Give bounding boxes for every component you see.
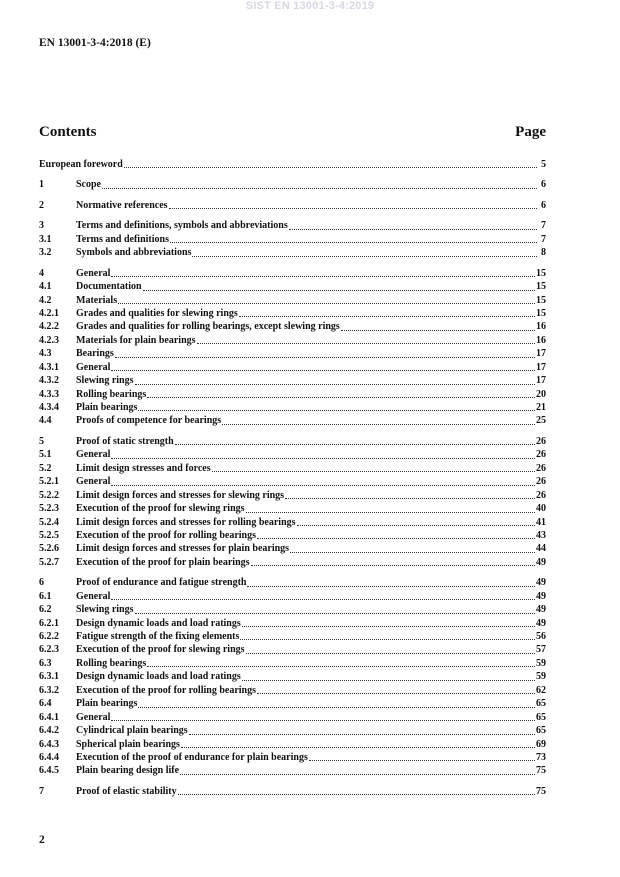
toc-entry-title: Execution of the proof for rolling bearings <box>76 684 256 696</box>
toc-entry-number: 6.4 <box>39 698 52 710</box>
toc-entry-page: 15 <box>536 307 546 319</box>
toc-dot-leader <box>147 397 535 398</box>
toc-entry-number: 4.2.3 <box>39 334 59 346</box>
toc-entry-title: Execution of the proof for plain bearings <box>76 556 250 568</box>
toc-entry-number: 5.2.2 <box>39 489 59 501</box>
toc-entry-title: General <box>76 590 111 602</box>
toc-entry-title: Execution of the proof of endurance for plain bearings <box>76 751 308 763</box>
toc-entry[interactable] <box>39 361 546 374</box>
toc-entry-number: 4.3.4 <box>39 402 59 413</box>
toc-entry-title: Execution of the proof for rolling bearings <box>76 529 256 541</box>
toc-entry-title: Fatigue strength of the fixing elements <box>76 631 240 642</box>
toc-entry-page: 75 <box>536 765 546 777</box>
toc-entry-number: 7 <box>39 785 44 797</box>
toc-entry-number: 4.3.1 <box>39 361 59 373</box>
toc-dot-leader <box>247 586 535 587</box>
toc-entry[interactable] <box>39 630 546 643</box>
toc-entry-number: 3 <box>39 220 44 232</box>
toc-entry-number: 5.2.4 <box>39 516 59 528</box>
toc-entry-page: 16 <box>536 334 546 346</box>
toc-entry-number: 5.1 <box>39 449 52 461</box>
toc-dot-leader <box>111 370 535 371</box>
toc-entry-title: Limit design forces and stresses for slewing rings <box>76 489 285 501</box>
toc-entry[interactable] <box>39 374 546 387</box>
toc-entry-page: 65 <box>536 698 546 710</box>
toc-entry-title: Materials <box>76 294 118 306</box>
toc-entry-title: General <box>76 449 111 461</box>
toc-entry-number: 4.2.1 <box>39 307 59 319</box>
toc-dot-leader <box>242 680 535 681</box>
toc-entry-page: 7 <box>541 220 546 232</box>
toc-entry[interactable] <box>39 267 546 280</box>
toc-entry-title: European foreword <box>39 159 123 170</box>
toc-entry-number: 5.2.3 <box>39 503 59 515</box>
toc-entry[interactable] <box>39 435 546 448</box>
toc-entry-title: Plain bearings <box>76 402 138 413</box>
toc-entry-title: Limit design stresses and forces <box>76 462 211 474</box>
toc-entry-page: 43 <box>536 529 546 541</box>
toc-entry[interactable] <box>39 697 546 710</box>
toc-entry-page: 59 <box>536 657 546 669</box>
toc-dot-leader <box>246 653 535 654</box>
toc-entry[interactable] <box>39 199 546 212</box>
toc-entry-number: 5.2.6 <box>39 543 59 555</box>
toc-entry-number: 4.2.2 <box>39 321 59 333</box>
toc-entry[interactable] <box>39 724 546 737</box>
toc-dot-leader <box>175 444 535 445</box>
toc-dot-leader <box>240 639 535 640</box>
toc-entry[interactable] <box>39 489 546 502</box>
toc-entry-title: Execution of the proof for slewing rings <box>76 503 245 515</box>
toc-entry-number: 6.4.1 <box>39 711 59 723</box>
toc-entry[interactable] <box>39 320 546 333</box>
toc-entry-page: 26 <box>536 489 546 501</box>
toc-entry[interactable] <box>39 684 546 697</box>
toc-entry-number: 4.2 <box>39 294 52 306</box>
toc-entry-title: Plain bearings <box>76 698 138 710</box>
toc-dot-leader <box>111 599 535 600</box>
toc-entry-number: 6.3.2 <box>39 684 59 696</box>
toc-entry-page: 57 <box>536 644 546 656</box>
toc-entry-number: 4.1 <box>39 281 52 293</box>
toc-entry-page: 73 <box>536 751 546 763</box>
toc-entry-number: 5.2 <box>39 462 52 474</box>
toc-dot-leader <box>290 552 535 553</box>
toc-entry-number: 4.3.2 <box>39 375 59 387</box>
toc-entry[interactable] <box>39 158 546 171</box>
toc-entry-title: General <box>76 711 111 723</box>
toc-dot-leader <box>239 316 535 317</box>
toc-entry[interactable] <box>39 576 546 589</box>
toc-entry[interactable] <box>39 516 546 529</box>
toc-dot-leader <box>246 512 535 513</box>
toc-entry-title: Limit design forces and stresses for rolling bearings <box>76 516 296 528</box>
toc-entry-title: Terms and definitions <box>76 233 169 245</box>
toc-entry-number: 6 <box>39 577 44 589</box>
toc-entry-number: 5 <box>39 435 44 447</box>
toc-entry[interactable] <box>39 448 546 461</box>
toc-dot-leader <box>242 626 535 627</box>
toc-entry-title: Rolling bearings <box>76 388 147 400</box>
toc-entry[interactable] <box>39 590 546 603</box>
toc-entry-page: 26 <box>536 435 546 447</box>
toc-entry-page: 26 <box>536 476 546 488</box>
toc-entry[interactable] <box>39 294 546 307</box>
toc-dot-leader <box>197 343 535 344</box>
toc-entry-title: Grades and qualities for rolling bearings, except slewing rings <box>76 321 340 333</box>
toc-entry-title: Bearings <box>76 348 114 360</box>
toc-entry[interactable] <box>39 414 546 427</box>
toc-dot-leader <box>135 613 535 614</box>
toc-entry-title: Materials for plain bearings <box>76 334 196 346</box>
toc-dot-leader <box>135 384 535 385</box>
toc-dot-leader <box>178 794 535 795</box>
toc-entry[interactable] <box>39 657 546 670</box>
toc-entry-page: 17 <box>536 375 546 387</box>
toc-dot-leader <box>180 774 535 775</box>
toc-dot-leader <box>138 707 535 708</box>
toc-entry-title: Proof of static strength <box>76 435 174 447</box>
toc-entry-title: Grades and qualities for slewing rings <box>76 307 238 319</box>
toc-entry-title: Terms and definitions, symbols and abbreviations <box>76 220 288 232</box>
toc-entry-title: Symbols and abbreviations <box>76 247 192 259</box>
toc-entry[interactable] <box>39 617 546 630</box>
toc-entry-title: Normative references <box>76 199 168 211</box>
toc-dot-leader <box>170 242 537 243</box>
toc-entry-page: 49 <box>536 577 546 589</box>
toc-dot-leader <box>115 357 535 358</box>
toc-entry[interactable] <box>39 603 546 616</box>
toc-entry-page: 49 <box>536 617 546 629</box>
toc-dot-leader <box>212 471 535 472</box>
toc-entry-page: 62 <box>536 684 546 696</box>
toc-entry[interactable] <box>39 502 546 515</box>
contents-title: Contents <box>39 124 97 140</box>
page-number: 2 <box>39 834 45 846</box>
toc-entry[interactable] <box>39 670 546 683</box>
toc-dot-leader <box>309 760 535 761</box>
toc-entry-page: 16 <box>536 321 546 333</box>
document-id: EN 13001-3-4:2018 (E) <box>39 37 151 49</box>
toc-entry[interactable] <box>39 178 546 191</box>
toc-entry-page: 6 <box>541 179 546 191</box>
toc-dot-leader <box>297 525 535 526</box>
toc-entry[interactable] <box>39 643 546 656</box>
toc-entry-title: Slewing rings <box>76 604 134 616</box>
toc-dot-leader <box>289 229 537 230</box>
toc-dot-leader <box>341 330 535 331</box>
toc-entry[interactable] <box>39 280 546 293</box>
toc-entry-page: 65 <box>536 725 546 737</box>
toc-entry-page: 20 <box>536 388 546 400</box>
toc-entry-number: 6.4.5 <box>39 765 59 777</box>
toc-entry-number: 4.3.3 <box>39 388 59 400</box>
toc-dot-leader <box>124 167 537 168</box>
toc-entry-page: 17 <box>536 361 546 373</box>
toc-entry[interactable] <box>39 556 546 569</box>
toc-entry-page: 56 <box>536 631 546 642</box>
toc-entry-title: General <box>76 267 111 279</box>
toc-dot-leader <box>189 734 535 735</box>
toc-entry-number: 6.2.1 <box>39 617 59 629</box>
toc-entry-title: General <box>76 476 111 488</box>
toc-entry-number: 5.2.5 <box>39 529 59 541</box>
toc-entry-page: 65 <box>536 711 546 723</box>
toc-entry-number: 6.2.3 <box>39 644 59 656</box>
toc-entry-page: 17 <box>536 348 546 360</box>
toc-entry-number: 6.4.4 <box>39 751 59 763</box>
toc-entry-title: Slewing rings <box>76 375 134 387</box>
contents-heading <box>39 124 546 141</box>
toc-entry-title: Documentation <box>76 281 142 293</box>
toc-entry-number: 6.4.3 <box>39 738 59 750</box>
toc-entry-number: 6.3 <box>39 657 52 669</box>
toc-entry-page: 8 <box>541 247 546 259</box>
toc-entry-number: 1 <box>39 179 44 191</box>
toc-entry[interactable] <box>39 219 546 232</box>
toc-entry-title: Limit design forces and stresses for plain bearings <box>76 543 290 555</box>
toc-dot-leader <box>111 458 535 459</box>
toc-entry-page: 26 <box>536 462 546 474</box>
toc-entry-number: 2 <box>39 199 44 211</box>
toc-entry-number: 3.1 <box>39 233 52 245</box>
toc-entry[interactable] <box>39 334 546 347</box>
toc-entry-title: Design dynamic loads and load ratings <box>76 617 241 629</box>
toc-entry-page: 49 <box>536 556 546 568</box>
toc-entry-page: 7 <box>541 233 546 245</box>
toc-entry-title: Plain bearing design life <box>76 765 180 777</box>
page-column-label: Page <box>515 124 546 140</box>
toc-dot-leader <box>111 485 535 486</box>
toc-entry-page: 26 <box>536 449 546 461</box>
toc-dot-leader <box>111 720 535 721</box>
toc-entry[interactable] <box>39 529 546 542</box>
toc-entry-title: Design dynamic loads and load ratings <box>76 671 241 683</box>
toc-dot-leader <box>147 666 535 667</box>
toc-dot-leader <box>169 208 537 209</box>
toc-entry-page: 44 <box>536 543 546 555</box>
toc-entry-page: 15 <box>536 267 546 279</box>
toc-dot-leader <box>257 538 535 539</box>
toc-entry-number: 6.1 <box>39 590 52 602</box>
toc-entry-page: 41 <box>536 516 546 528</box>
toc-dot-leader <box>118 303 535 304</box>
toc-entry-number: 4.3 <box>39 348 52 360</box>
toc-entry-title: Rolling bearings <box>76 657 147 669</box>
toc-entry-page: 5 <box>541 159 546 170</box>
toc-entry[interactable] <box>39 542 546 555</box>
toc-entry-number: 6.2.2 <box>39 631 59 642</box>
toc-entry-page: 49 <box>536 604 546 616</box>
toc-dot-leader <box>111 276 535 277</box>
toc-entry[interactable] <box>39 233 546 246</box>
toc-entry-number: 6.2 <box>39 604 52 616</box>
toc-dot-leader <box>181 747 535 748</box>
toc-entry-number: 5.2.7 <box>39 556 59 568</box>
toc-entry[interactable] <box>39 711 546 724</box>
toc-dot-leader <box>257 693 535 694</box>
toc-entry-page: 75 <box>536 785 546 797</box>
toc-entry-title: Proofs of competence for bearings <box>76 415 222 427</box>
toc-entry[interactable] <box>39 475 546 488</box>
toc-entry[interactable] <box>39 347 546 360</box>
table-of-contents <box>39 158 546 798</box>
toc-entry-title: Proof of elastic stability <box>76 785 177 797</box>
toc-entry-number: 6.3.1 <box>39 671 59 683</box>
toc-dot-leader <box>102 188 537 189</box>
toc-entry-title: General <box>76 361 111 373</box>
toc-entry-page: 59 <box>536 671 546 683</box>
toc-entry-title: Cylindrical plain bearings <box>76 725 188 737</box>
toc-entry-number: 4 <box>39 267 44 279</box>
toc-entry[interactable] <box>39 307 546 320</box>
toc-entry-title: Scope <box>76 179 101 191</box>
toc-entry-page: 69 <box>536 738 546 750</box>
toc-entry[interactable] <box>39 401 546 414</box>
toc-dot-leader <box>138 410 535 411</box>
toc-dot-leader <box>285 498 535 499</box>
toc-entry[interactable] <box>39 751 546 764</box>
toc-entry-page: 49 <box>536 590 546 602</box>
toc-entry[interactable] <box>39 764 546 777</box>
toc-entry[interactable] <box>39 246 546 259</box>
watermark: SIST EN 13001-3-4:2019 <box>245 0 375 12</box>
toc-entry-page: 6 <box>541 199 546 211</box>
toc-entry-number: 6.4.2 <box>39 725 59 737</box>
toc-dot-leader <box>251 565 535 566</box>
toc-entry[interactable] <box>39 388 546 401</box>
toc-entry-page: 40 <box>536 503 546 515</box>
toc-entry-title: Proof of endurance and fatigue strength <box>76 577 247 589</box>
toc-entry-number: 3.2 <box>39 247 52 259</box>
toc-entry-page: 25 <box>536 415 546 427</box>
toc-entry-title: Execution of the proof for slewing rings <box>76 644 245 656</box>
toc-entry-page: 15 <box>536 294 546 306</box>
toc-entry[interactable] <box>39 462 546 475</box>
toc-entry[interactable] <box>39 785 546 798</box>
toc-entry[interactable] <box>39 738 546 751</box>
toc-dot-leader <box>222 424 535 425</box>
toc-entry-title: Spherical plain bearings <box>76 738 180 750</box>
toc-entry-page: 21 <box>536 402 546 413</box>
toc-dot-leader <box>192 256 537 257</box>
toc-dot-leader <box>143 290 535 291</box>
toc-entry-page: 15 <box>536 281 546 293</box>
toc-entry-number: 5.2.1 <box>39 476 59 488</box>
toc-entry-number: 4.4 <box>39 415 52 427</box>
